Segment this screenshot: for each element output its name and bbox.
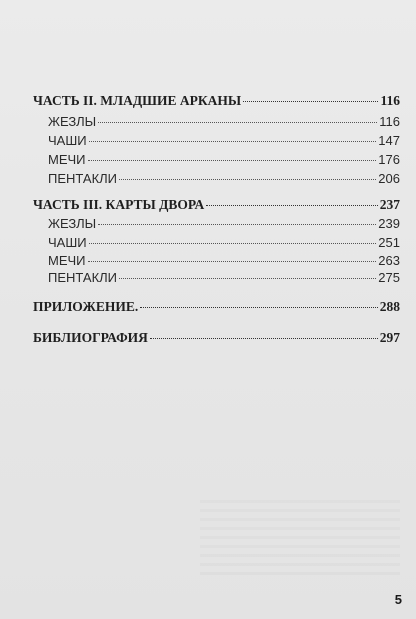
toc-entry-wands bbox=[48, 114, 400, 129]
toc-entry-pentacles-court bbox=[48, 270, 400, 285]
toc-entry-page: 297 bbox=[379, 330, 400, 345]
toc-entry-swords-court bbox=[48, 253, 400, 268]
dot-leader bbox=[150, 338, 378, 339]
toc-entry-title: ЖЕЗЛЫ bbox=[48, 114, 97, 129]
toc-entry-page: 239 bbox=[378, 216, 400, 231]
toc-entry-wands-court bbox=[48, 216, 400, 231]
toc-entry-title: ЧАСТЬ III. КАРТЫ ДВОРА bbox=[33, 197, 205, 212]
dot-leader bbox=[89, 243, 377, 244]
dot-leader bbox=[88, 261, 377, 262]
toc-entry-part-3 bbox=[33, 197, 400, 213]
toc-entry-title: МЕЧИ bbox=[48, 152, 86, 167]
toc-entry-cups bbox=[48, 133, 400, 148]
toc-entry-swords bbox=[48, 152, 400, 167]
toc-entry-page: 176 bbox=[378, 152, 400, 167]
toc-entry-page: 288 bbox=[379, 299, 400, 314]
toc-entry-title: БИБЛИОГРАФИЯ bbox=[33, 330, 148, 345]
toc-entry-page: 237 bbox=[379, 197, 400, 212]
toc-entry-title: ПРИЛОЖЕНИЕ. bbox=[33, 299, 139, 314]
toc-entry-cups-court bbox=[48, 235, 400, 250]
show-through-texture bbox=[200, 500, 400, 580]
toc-entry-page: 263 bbox=[378, 253, 400, 268]
dot-leader bbox=[89, 141, 377, 142]
toc-entry-title: МЕЧИ bbox=[48, 253, 86, 268]
toc-entry-title: ЧАСТЬ II. МЛАДШИЕ АРКАНЫ bbox=[33, 93, 242, 108]
toc-entry-page: 116 bbox=[379, 114, 400, 129]
toc-entry-title: ЧАШИ bbox=[48, 235, 87, 250]
dot-leader bbox=[119, 179, 376, 180]
toc-entry-title: ЧАШИ bbox=[48, 133, 87, 148]
dot-leader bbox=[119, 278, 376, 279]
dot-leader bbox=[206, 205, 378, 206]
dot-leader bbox=[88, 160, 377, 161]
dot-leader bbox=[98, 122, 377, 123]
page-number: 5 bbox=[394, 592, 402, 607]
dot-leader bbox=[98, 224, 376, 225]
dot-leader bbox=[243, 101, 378, 102]
toc-entry-part-2 bbox=[33, 93, 400, 109]
toc-entry-title: ЖЕЗЛЫ bbox=[48, 216, 97, 231]
toc-entry-pentacles bbox=[48, 171, 400, 186]
toc-entry-appendix bbox=[33, 299, 400, 315]
toc-entry-page: 147 bbox=[378, 133, 400, 148]
toc-entry-title: ПЕНТАКЛИ bbox=[48, 270, 118, 285]
toc-entry-title: ПЕНТАКЛИ bbox=[48, 171, 118, 186]
toc-entry-page: 206 bbox=[378, 171, 400, 186]
toc-entry-bibliography bbox=[33, 330, 400, 346]
toc-entry-page: 275 bbox=[378, 270, 400, 285]
toc-entry-page: 116 bbox=[380, 93, 400, 108]
dot-leader bbox=[140, 307, 378, 308]
toc-entry-page: 251 bbox=[378, 235, 400, 250]
